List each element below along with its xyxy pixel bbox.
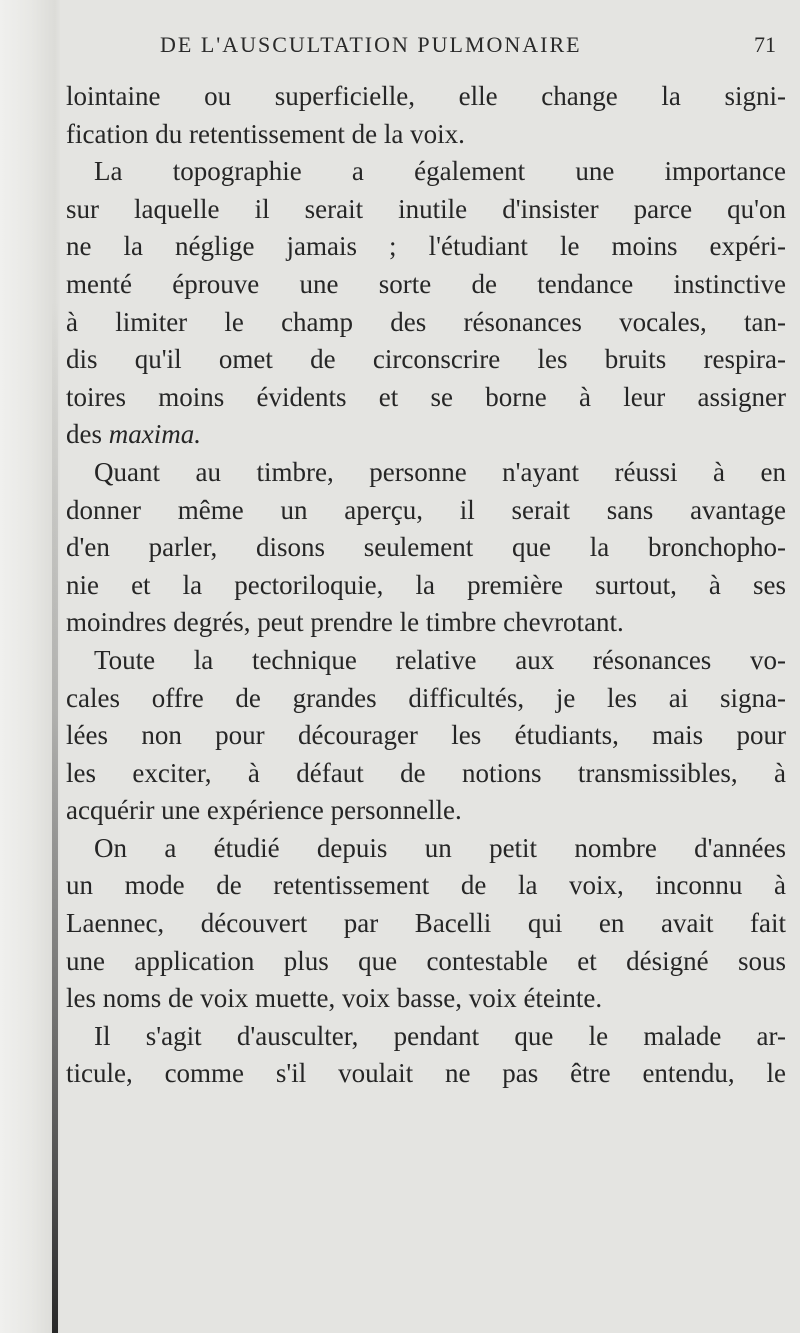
- text-line: toires moins évidents et se borne à leur assigner: [66, 381, 786, 412]
- italic-term: maxima.: [108, 419, 201, 450]
- paragraph-start-line: La topographie a également une importance: [94, 156, 786, 187]
- text-line: nie et la pectoriloquie, la première surtout, à ses: [66, 569, 786, 600]
- text-line: une application plus que contestable et désigné sous: [66, 945, 786, 976]
- binding-shadow: [52, 300, 58, 1333]
- text-line: un mode de retentissement de la voix, inconnu à: [66, 870, 786, 901]
- paragraph-start-line: Il s'agit d'ausculter, pendant que le malade ar-: [94, 1020, 786, 1051]
- text-line: ne la néglige jamais ; l'étudiant le moins expéri-: [66, 231, 786, 262]
- page-gutter: [0, 0, 60, 1333]
- text-line: les noms de voix muette, voix basse, voix éteinte.: [66, 983, 603, 1014]
- paragraph-start-line: Toute la technique relative aux résonances vo-: [94, 644, 786, 675]
- text-line: ticule, comme s'il voulait ne pas être entendu, le: [66, 1058, 786, 1089]
- page-number: 71: [754, 32, 776, 57]
- text-line: donner même un aperçu, il serait sans avantage: [66, 494, 786, 525]
- text-line: sur laquelle il serait inutile d'insister parce qu'on: [66, 193, 786, 224]
- paragraph-start-line: On a étudié depuis un petit nombre d'années: [94, 832, 786, 863]
- text-line: moindres degrés, peut prendre le timbre chevrotant.: [66, 607, 624, 638]
- text-line: les exciter, à défaut de notions transmissibles, à: [66, 757, 786, 788]
- text-line: Laennec, découvert par Bacelli qui en avait fait: [66, 908, 786, 939]
- text-line: menté éprouve une sorte de tendance instinctive: [66, 268, 786, 299]
- running-title: DE L'AUSCULTATION PULMONAIRE: [160, 32, 582, 57]
- text-line: lées non pour décourager les étudiants, mais pour: [66, 720, 786, 751]
- text-line: lointaine ou superficielle, elle change la signi-: [66, 81, 786, 111]
- text-line: cales offre de grandes difficultés, je les ai signa-: [66, 682, 786, 713]
- body-text: [66, 78, 786, 1093]
- page-header: [0, 32, 800, 62]
- text-line: acquérir une expérience personnelle.: [66, 795, 462, 826]
- text-fragment: des: [66, 419, 102, 450]
- text-line: fication du retentissement de la voix.: [66, 118, 465, 149]
- text-line: [66, 416, 786, 454]
- text-line: à limiter le champ des résonances vocales, tan-: [66, 306, 786, 337]
- paragraph-start-line: Quant au timbre, personne n'ayant réussi à en: [94, 456, 786, 487]
- text-line: d'en parler, disons seulement que la bronchopho-: [66, 532, 786, 563]
- text-line: dis qu'il omet de circonscrire les bruits respira-: [66, 344, 786, 375]
